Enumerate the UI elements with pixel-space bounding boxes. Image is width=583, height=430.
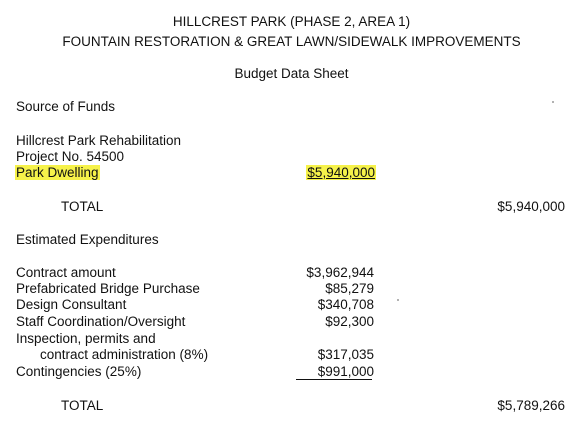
document-title-line-1: HILLCREST PARK (PHASE 2, AREA 1) — [172, 14, 411, 29]
expense-amount-contingencies: $991,000 — [317, 364, 374, 379]
scan-speck — [397, 299, 399, 301]
fund-item-amount: $5,940,000 — [307, 165, 375, 180]
document-subtitle: Budget Data Sheet — [234, 66, 349, 81]
expense-label-design: Design Consultant — [16, 297, 127, 312]
fund-item-label: Park Dwelling — [16, 165, 99, 180]
expense-label-staff: Staff Coordination/Oversight — [16, 314, 186, 329]
expense-label-inspection: Inspection, permits and — [16, 331, 156, 346]
expense-label-contract-admin: contract administration (8%) — [40, 347, 209, 362]
expense-amount-contract-admin: $317,035 — [317, 347, 374, 362]
scan-speck — [552, 101, 554, 103]
expense-label-bridge: Prefabricated Bridge Purchase — [16, 281, 200, 296]
expenditures-total-label: TOTAL — [61, 398, 104, 413]
expenditures-heading: Estimated Expenditures — [16, 232, 159, 247]
expense-amount-staff: $92,300 — [325, 314, 374, 329]
funds-total-amount: $5,940,000 — [497, 199, 565, 214]
expense-label-contract: Contract amount — [16, 265, 116, 280]
expense-amount-design: $340,708 — [317, 297, 374, 312]
expense-amount-contract: $3,962,944 — [306, 265, 374, 280]
funds-total-label: TOTAL — [61, 199, 104, 214]
subtotal-underline — [296, 379, 372, 380]
expense-amount-bridge: $85,279 — [325, 281, 374, 296]
expense-label-contingencies: Contingencies (25%) — [16, 364, 142, 379]
expenditures-total-amount: $5,789,266 — [497, 398, 565, 413]
source-of-funds-heading: Source of Funds — [16, 99, 116, 114]
project-number: Project No. 54500 — [16, 149, 125, 164]
project-name: Hillcrest Park Rehabilitation — [16, 133, 182, 148]
document-title-line-2: FOUNTAIN RESTORATION & GREAT LAWN/SIDEWALK IMPROVEMENTS — [62, 34, 521, 49]
